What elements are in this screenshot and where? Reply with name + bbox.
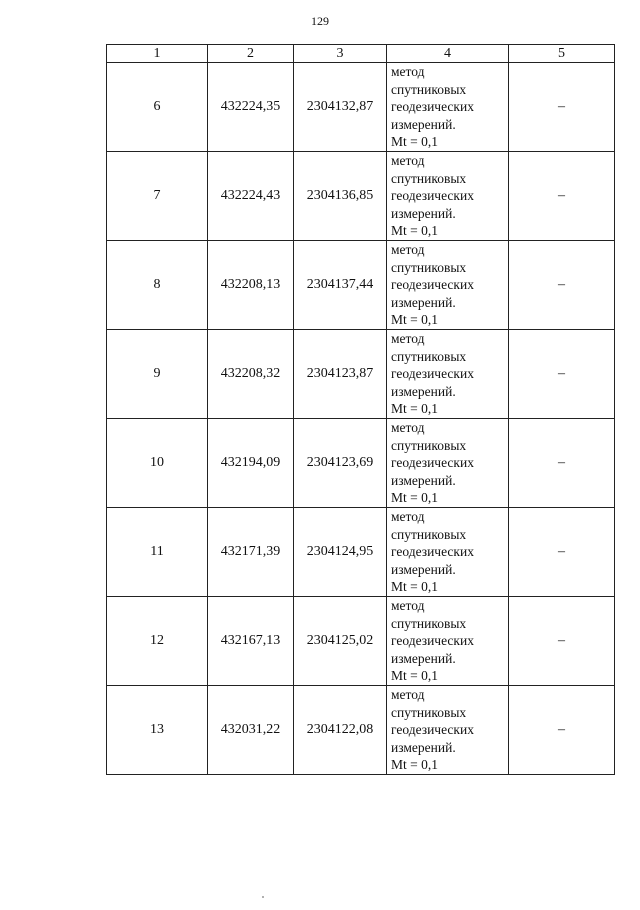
col5-dash: –: [509, 63, 615, 152]
col5-dash: –: [509, 330, 615, 419]
method-cell: [387, 63, 509, 152]
point-number: 6: [107, 63, 208, 152]
method-line: метод: [391, 420, 425, 436]
point-number: 12: [107, 597, 208, 686]
coord-x: 432167,13: [208, 597, 294, 686]
coord-x: 432194,09: [208, 419, 294, 508]
method-line: геодезических: [391, 455, 474, 471]
method-line: Mt = 0,1: [391, 668, 438, 684]
method-line: измерений.: [391, 116, 456, 132]
coord-y: 2304136,85: [294, 152, 387, 241]
page-number: 129: [311, 14, 329, 28]
table-row: [107, 419, 615, 508]
method-line: метод: [391, 242, 425, 258]
coord-y: 2304123,87: [294, 330, 387, 419]
method-line: измерений.: [391, 472, 456, 488]
col5-dash: –: [509, 508, 615, 597]
method-line: геодезических: [391, 722, 474, 738]
coord-y: 2304123,69: [294, 419, 387, 508]
method-line: геодезических: [391, 188, 474, 204]
table-row: [107, 508, 615, 597]
method-line: геодезических: [391, 99, 474, 115]
method-line: измерений.: [391, 205, 456, 221]
method-line: измерений.: [391, 739, 456, 755]
method-line: спутниковых: [391, 348, 467, 364]
coord-y: 2304137,44: [294, 241, 387, 330]
method-line: спутниковых: [391, 704, 467, 720]
method-line: измерений.: [391, 561, 456, 577]
point-number: 9: [107, 330, 208, 419]
coord-y: 2304125,02: [294, 597, 387, 686]
point-number: 7: [107, 152, 208, 241]
method-cell: [387, 686, 509, 775]
point-number: 11: [107, 508, 208, 597]
method-line: спутниковых: [391, 437, 467, 453]
coord-y: 2304124,95: [294, 508, 387, 597]
coord-x: 432208,32: [208, 330, 294, 419]
method-line: метод: [391, 687, 425, 703]
method-line: спутниковых: [391, 526, 467, 542]
table-row: [107, 330, 615, 419]
coord-x: 432171,39: [208, 508, 294, 597]
method-cell: [387, 597, 509, 686]
method-line: геодезических: [391, 277, 474, 293]
method-line: геодезических: [391, 633, 474, 649]
method-line: Mt = 0,1: [391, 579, 438, 595]
method-cell: [387, 419, 509, 508]
col5-dash: –: [509, 686, 615, 775]
coord-y: 2304132,87: [294, 63, 387, 152]
method-line: измерений.: [391, 383, 456, 399]
method-line: метод: [391, 153, 425, 169]
method-line: спутниковых: [391, 170, 467, 186]
method-line: метод: [391, 64, 425, 80]
col5-dash: –: [509, 152, 615, 241]
method-line: Mt = 0,1: [391, 401, 438, 417]
method-line: метод: [391, 509, 425, 525]
method-line: измерений.: [391, 294, 456, 310]
point-number: 13: [107, 686, 208, 775]
header-col-3: 3: [294, 45, 387, 63]
point-number: 8: [107, 241, 208, 330]
method-line: Mt = 0,1: [391, 312, 438, 328]
method-line: спутниковых: [391, 615, 467, 631]
coord-x: 432224,35: [208, 63, 294, 152]
method-cell: [387, 508, 509, 597]
method-line: геодезических: [391, 544, 474, 560]
table-header-row: [107, 45, 615, 63]
method-line: спутниковых: [391, 259, 467, 275]
header-col-2: 2: [208, 45, 294, 63]
header-col-4: 4: [387, 45, 509, 63]
table-row: [107, 152, 615, 241]
header-col-1: 1: [107, 45, 208, 63]
coordinates-table: [106, 44, 615, 775]
method-line: метод: [391, 598, 425, 614]
method-cell: [387, 241, 509, 330]
method-line: Mt = 0,1: [391, 757, 438, 773]
point-number: 10: [107, 419, 208, 508]
col5-dash: –: [509, 419, 615, 508]
table-row: [107, 241, 615, 330]
method-line: измерений.: [391, 650, 456, 666]
table-row: [107, 597, 615, 686]
method-cell: [387, 152, 509, 241]
table-row: [107, 686, 615, 775]
col5-dash: –: [509, 241, 615, 330]
method-line: Mt = 0,1: [391, 490, 438, 506]
method-line: Mt = 0,1: [391, 134, 438, 150]
coord-x: 432208,13: [208, 241, 294, 330]
header-col-5: 5: [509, 45, 615, 63]
coord-x: 432224,43: [208, 152, 294, 241]
method-line: спутниковых: [391, 81, 467, 97]
scan-speck: [262, 896, 264, 898]
method-line: геодезических: [391, 366, 474, 382]
method-line: метод: [391, 331, 425, 347]
method-cell: [387, 330, 509, 419]
coord-x: 432031,22: [208, 686, 294, 775]
table-row: [107, 63, 615, 152]
coord-y: 2304122,08: [294, 686, 387, 775]
method-line: Mt = 0,1: [391, 223, 438, 239]
col5-dash: –: [509, 597, 615, 686]
